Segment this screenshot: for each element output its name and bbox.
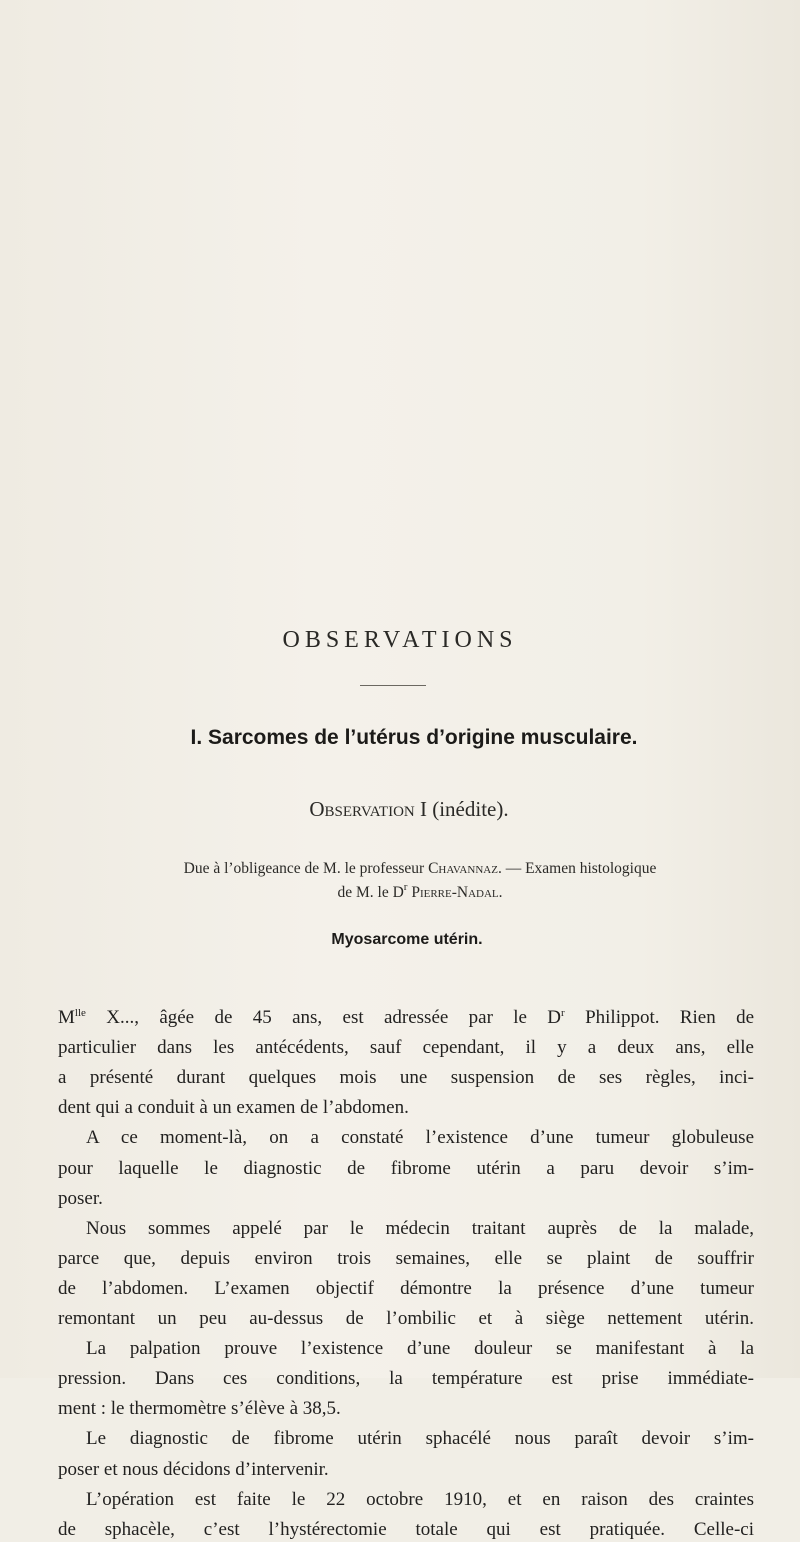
paragraph-line: La palpation prouve l’existence d’une douleur se manifestant à la xyxy=(86,1338,754,1360)
paragraph-line: de sphacèle, c’est l’hystérectomie totale qui est pratiquée. Celle-ci xyxy=(58,1518,754,1540)
paragraph-line: de l’abdomen. L’examen objectif démontre la présence d’une tumeur xyxy=(58,1277,754,1299)
paragraph-line: A ce moment-là, on a constaté l’existence d’une tumeur globuleuse xyxy=(86,1127,754,1149)
observation-title xyxy=(0,797,800,822)
heading-divider xyxy=(360,685,426,686)
superscript: r xyxy=(561,1007,565,1019)
observation-label: Observation xyxy=(309,797,415,821)
paragraph-line: ment : le thermomètre s’élève à 38,5. xyxy=(58,1398,341,1420)
line-text: Philippot. Rien de xyxy=(564,1007,755,1028)
observation-note: (inédite). xyxy=(432,797,509,821)
credit-line2-name: Pierre-Nadal xyxy=(411,884,499,901)
credit-line-1 xyxy=(0,860,800,878)
chapter-heading: OBSERVATIONS xyxy=(282,627,518,653)
paragraph-line: Le diagnostic de fibrome utérin sphacélé nous paraît devoir s’im- xyxy=(86,1428,754,1450)
paragraph-line xyxy=(58,1006,754,1030)
paragraph-line: remontant un peu au-dessus de l’ombilic et à siège nettement utérin. xyxy=(58,1308,754,1329)
paragraph-line: a présenté durant quelques mois une suspension de ses règles, inci- xyxy=(58,1067,754,1089)
credit-professor: Chavannaz xyxy=(428,860,498,877)
paragraph-line: Nous sommes appelé par le médecin traitant auprès de la malade, xyxy=(86,1217,754,1239)
credit-line2-suffix: . xyxy=(498,884,503,901)
case-subtitle: Myosarcome utérin. xyxy=(331,931,483,948)
superscript: lle xyxy=(74,1007,86,1019)
paragraph-line: parce que, depuis environ trois semaines, elle se plaint de souffrir xyxy=(58,1247,754,1269)
paragraph-line: pression. Dans ces conditions, la température est prise immédiate- xyxy=(58,1368,754,1390)
section-title: I. Sarcomes de l’utérus d’origine musculaire. xyxy=(190,726,638,749)
credit-line2-sup: r xyxy=(403,881,408,893)
paragraph-line: poser et nous décidons d’intervenir. xyxy=(58,1458,329,1480)
observation-number: I xyxy=(419,797,427,821)
line-text: X..., âgée de 45 ans, est adressée par le D xyxy=(85,1007,562,1028)
line-text: M xyxy=(58,1007,75,1028)
paragraph-line: dent qui a conduit à un examen de l’abdomen. xyxy=(58,1097,409,1119)
paragraph-line: particulier dans les antécédents, sauf cependant, il y a deux ans, elle xyxy=(58,1037,754,1059)
credit-line-2 xyxy=(0,881,800,902)
paragraph-line: L’opération est faite le 22 octobre 1910, et en raison des craintes xyxy=(86,1488,754,1510)
credit-prefix: Due à l’obligeance de M. le professeur xyxy=(183,860,425,877)
paragraph-line: pour laquelle le diagnostic de fibrome utérin a paru devoir s’im- xyxy=(58,1157,754,1179)
credit-suffix: . — Examen histologique xyxy=(497,860,657,877)
paragraph-line: poser. xyxy=(58,1187,103,1209)
credit-line2-prefix: de M. le D xyxy=(337,884,404,901)
